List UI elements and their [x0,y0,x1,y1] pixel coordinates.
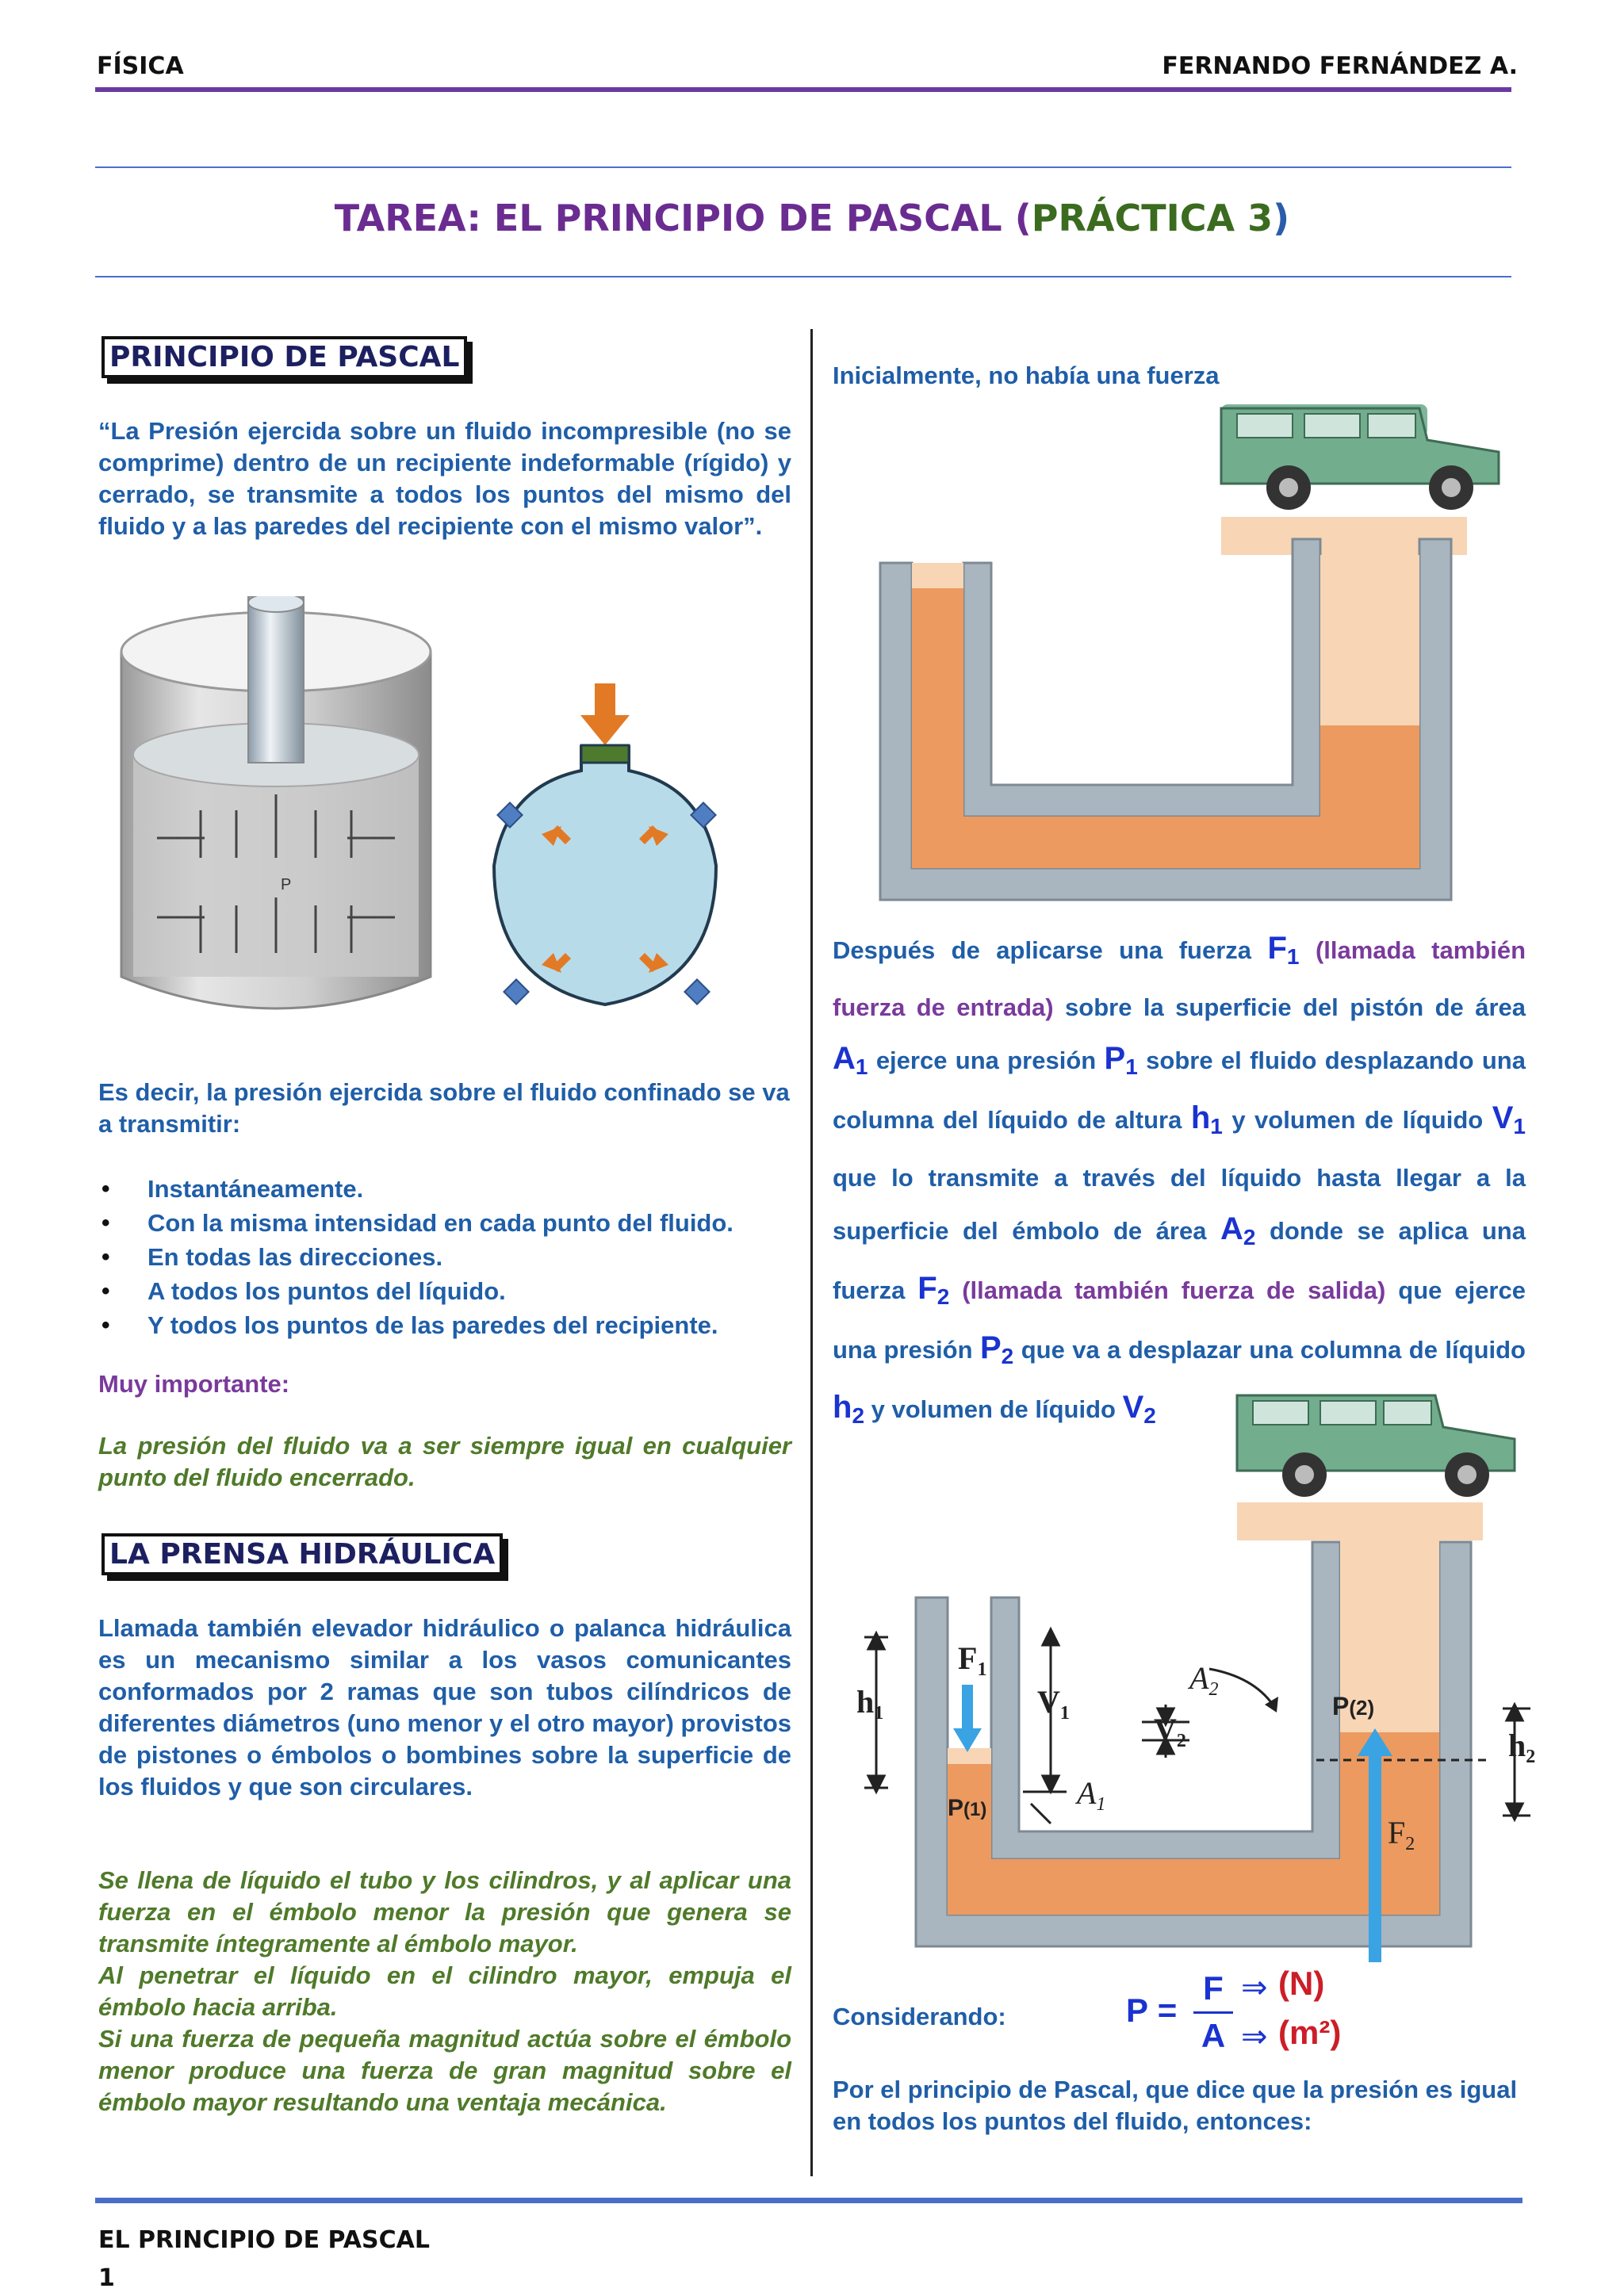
svg-text:P(2): P(2) [1332,1692,1375,1720]
title-rule-top [95,166,1511,168]
svg-text:P(1): P(1) [948,1795,987,1821]
list-item: • Instantáneamente. [98,1172,812,1206]
svg-text:V1: $V_1$ [1037,1684,1070,1724]
section-heading-press: LA PRENSA HIDRÁULICA [102,1533,503,1575]
final-text: Por el principio de Pascal, que dice que la presión es igual en todos los puntos del fluido, entonces: [833,2076,1518,2135]
header-subject: FÍSICA [97,52,184,80]
svg-text:h2: $h_2$ [1508,1728,1536,1767]
transmission-list [98,1172,812,1342]
cylinder-illustration [109,596,442,1040]
title-rule-bottom [95,276,1511,277]
press-initial-illustration [872,396,1507,904]
header-rule [95,87,1511,92]
after-force-paragraph: Después de aplicarse una fuerza $F_1$ (llamada también fuerza de entrada) sobre la superficie del pistón de área $A_1$ ejerce una presión $P_1$ sobre el fluido desplazando una columna del líquido de altura $h_1$ y volumen de líquido $V_1$ que lo transmite a través del líquido hasta llegar a la superficie del émbolo de área $A_2$ donde se aplica una fuerza $F_2$ (llamada también fuerza de salida) que ejerce una presión $P_2$ que va a desplazar una columna de líquido $h_2$ y volumen de líquido $V_2$ [833,931,1526,1429]
page-title: TAREA: EL PRINCIPIO DE PASCAL (PRÁCTICA 3) [334,197,1290,239]
pascal-quote: “La Presión ejercida sobre un fluido incompresible (no se comprime) dentro de un recipiente indeformable (rígido) y cerrado, se transmite a todos los puntos del mismo del fluido y a las paredes del recipiente con el mismo valor”. [98,417,791,540]
list-item: • Y todos los puntos de las paredes del recipiente. [98,1308,812,1342]
footer-rule [95,2198,1522,2203]
sphere-illustration [474,683,736,1016]
list-item: • A todos los puntos del líquido. [98,1274,812,1308]
press-italic-2: Al penetrar el líquido en el cilindro mayor, empuja el émbolo hacia arriba. [98,1961,791,2021]
list-item: • Con la misma intensidad en cada punto del fluido. [98,1206,812,1240]
formula-denominator: A [1201,2017,1226,2054]
considering-label: Considerando: [833,2003,1006,2030]
implies-icon-1: ⇒ [1241,1970,1268,2005]
press-after-illustration [841,1391,1538,1962]
press-italic-1: Se llena de líquido el tubo y los cilindros, y al aplicar una fuerza en el émbolo menor la presión que genera se transmite íntegramente al émbolo mayor. [98,1866,791,1957]
formula-numerator: F [1203,1969,1224,2007]
important-label: Muy importante: [98,1370,290,1398]
page-number: 1 [98,2264,115,2292]
list-item: • En todas las direcciones. [98,1240,812,1274]
unit-newton: (N) [1278,1965,1325,2002]
press-italic-3: Si una fuerza de pequeña magnitud actúa sobre el émbolo menor produce una fuerza de gran magnitud sobre el émbolo mayor resultando una ventaja mecánica. [98,2025,791,2116]
unit-m2: (m²) [1278,2014,1342,2051]
svg-text:F2: $F_2$ [1388,1815,1415,1854]
svg-text:A1: $A_1$ [1077,1775,1106,1815]
initial-text: Inicialmente, no había una fuerza [833,362,1220,389]
car-icon [1237,1395,1515,1497]
footer-title: EL PRINCIPIO DE PASCAL [98,2226,430,2254]
press-explanation [98,1865,791,2118]
svg-text:h1: $h_1$ [856,1684,884,1724]
implies-icon-2: ⇒ [1241,2019,1268,2054]
cylinder-p-label: P [281,876,292,894]
formula-lhs: P = [1126,1992,1178,2029]
svg-text:A2: $A_2$ [1189,1660,1219,1700]
press-description: Llamada también elevador hidráulico o palanca hidráulica es un mecanismo similar a los vasos comunicantes conformados por 2 ramas que son tubos cilíndricos de diferentes diámetros (uno menor y el otro mayor) provistos de pistones o émbolos o bombines sobre la superficie de los fluidos y que son circulares. [98,1614,791,1800]
fraction-bar [1193,2011,1233,2014]
transmission-intro: Es decir, la presión ejercida sobre el fluido confinado se va a transmitir: [98,1078,790,1138]
svg-text:F1: $F_1$ [958,1640,987,1680]
car-icon [1221,404,1499,510]
svg-text:V2: $V_2$ [1154,1712,1186,1751]
header-author: FERNANDO FERNÁNDEZ A. [1162,52,1518,80]
section-heading-pascal: PRINCIPIO DE PASCAL [102,336,467,378]
important-text: La presión del fluido va a ser siempre igual en cualquier punto del fluido encerrado. [98,1432,791,1491]
